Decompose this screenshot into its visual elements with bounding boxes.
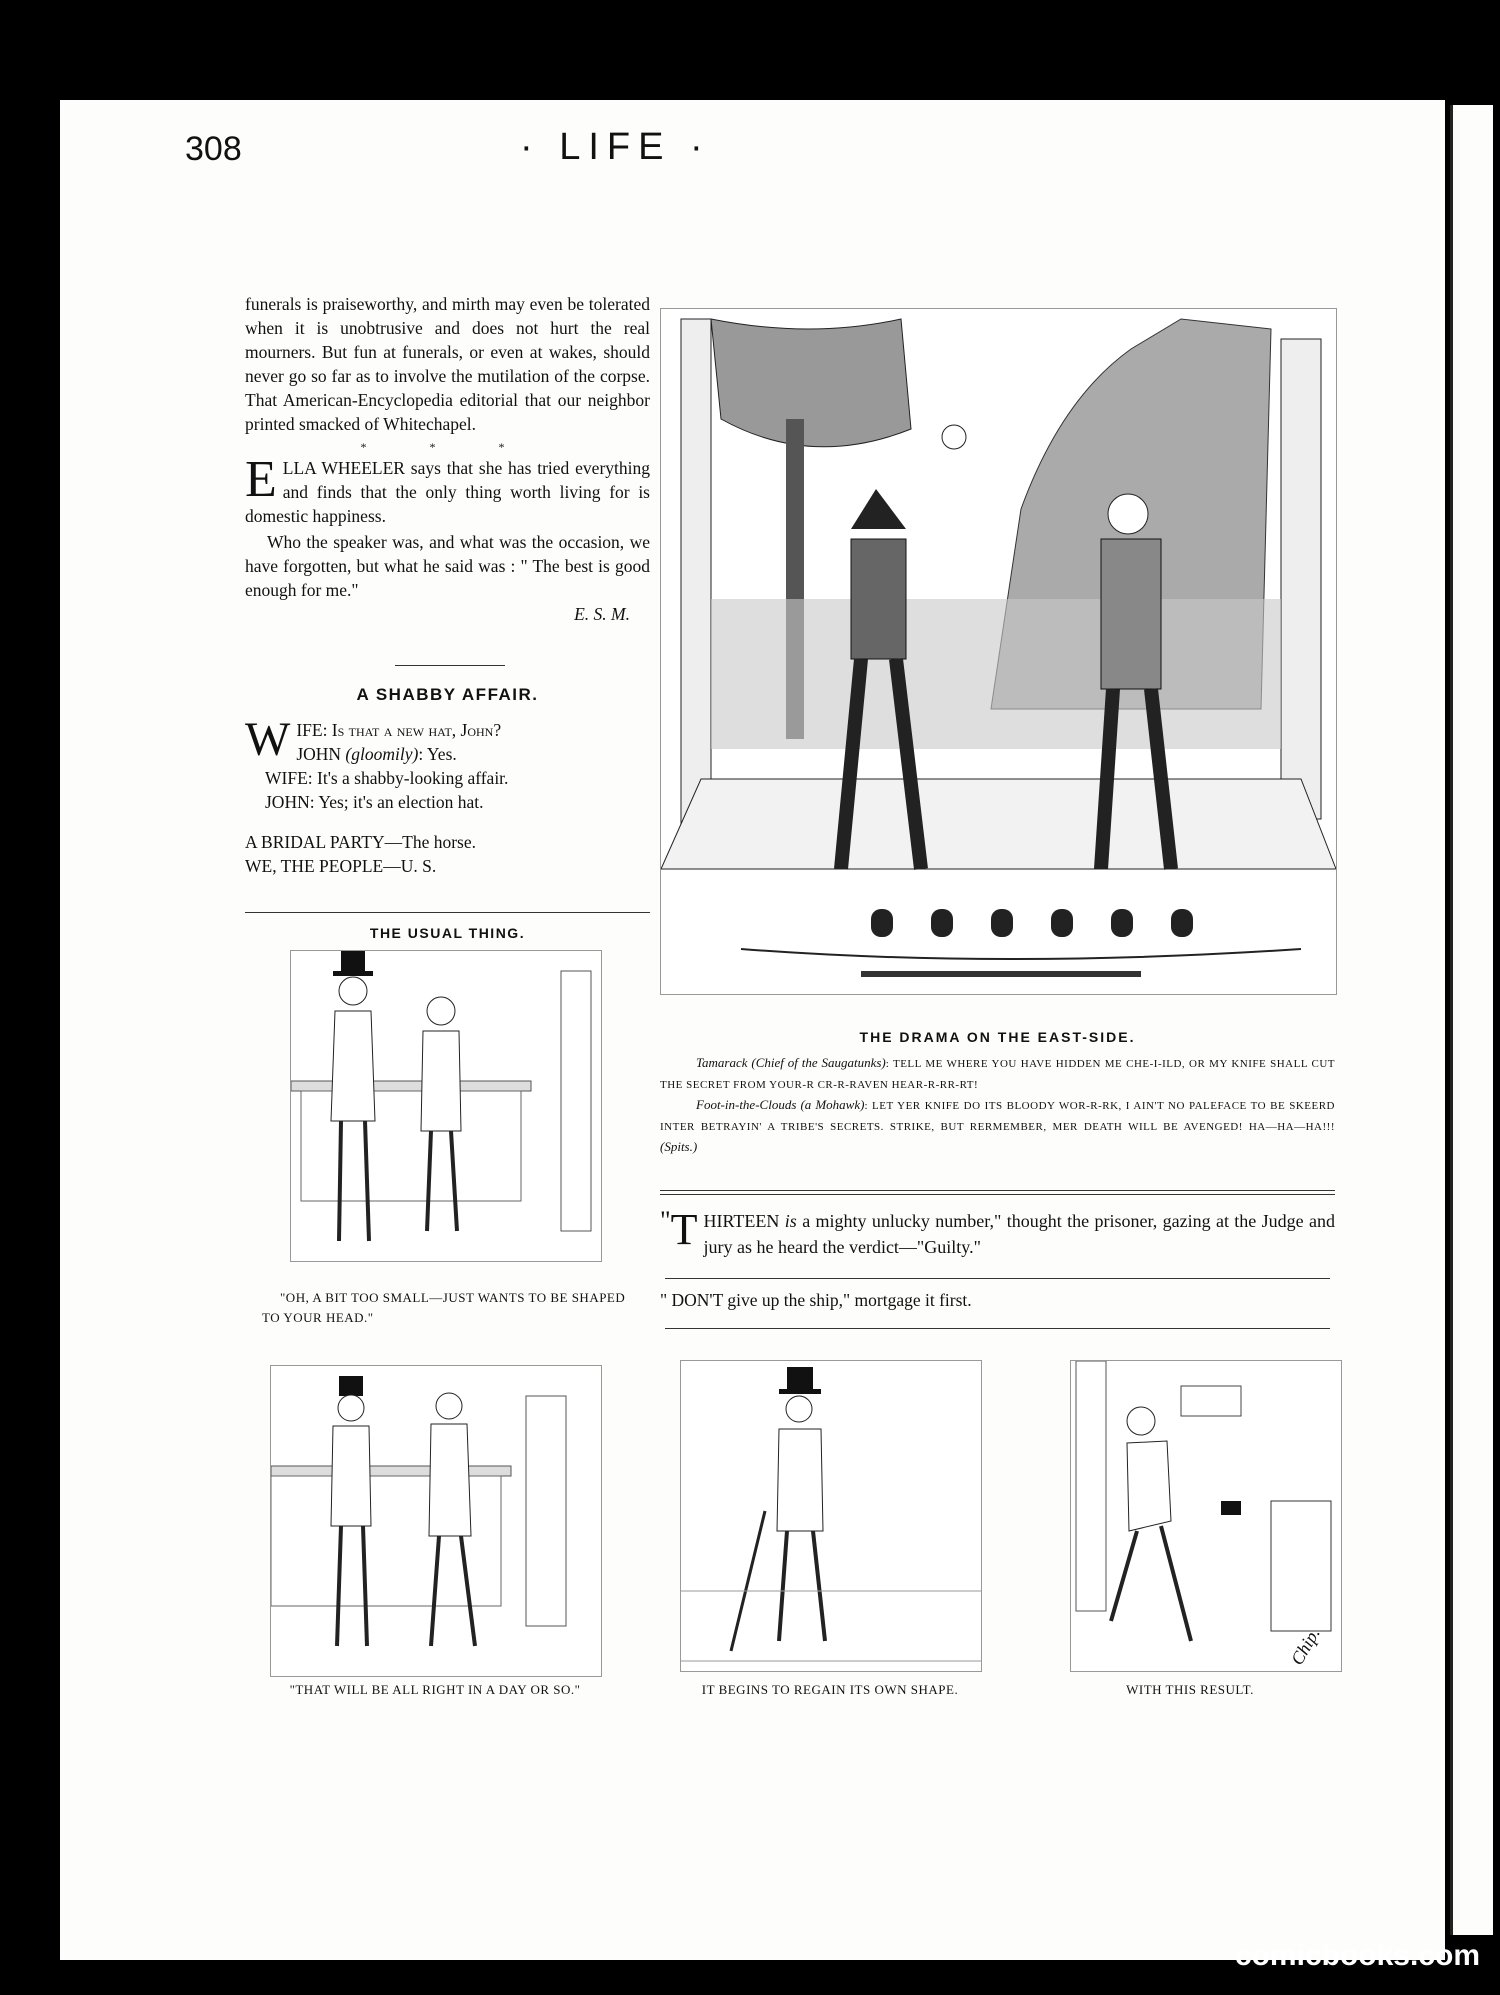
drama-line-1: : TELL ME WHERE YOU HAVE HIDDEN ME CHE-I-ILD, OR MY KNIFE SHALL CUT THE SECRET FROM YOUR-R CR-R-RAVEN HEAR-R-RR-RT!	[660, 1058, 1336, 1091]
surprised-man-illustration	[1071, 1361, 1341, 1671]
ship-line: " DON'T give up the ship," mortgage it first.	[660, 1290, 972, 1310]
left-column	[245, 292, 650, 626]
usual-thing-caption-2: "THAT WILL BE ALL RIGHT IN A DAY OR SO."	[289, 1682, 581, 1697]
bridal-label: A BRIDAL PARTY	[245, 832, 385, 852]
usual-thing-caption-1: "OH, A BIT TOO SMALL—JUST WANTS TO BE SHAPED TO YOUR HEAD."	[262, 1290, 626, 1325]
usual-thing-panel-4	[1070, 1360, 1342, 1672]
shabby-affair-title: A SHABBY AFFAIR.	[356, 685, 539, 704]
shabby-line2: : Yes.	[418, 744, 457, 764]
usual-thing-panel-2	[270, 1365, 602, 1677]
shabby-speaker-john-2: JOHN:	[265, 792, 315, 812]
bridal-text: —The horse.	[384, 832, 476, 852]
shabby-line4: Yes; it's an election hat.	[318, 792, 484, 812]
shabby-dialogue	[245, 713, 650, 878]
shabby-speaker-john: JOHN	[296, 744, 342, 764]
who-paragraph: Who the speaker was, and what was the occasion, we have forgotten, but what he said was : " The best is good enough for me."	[245, 532, 650, 600]
shabby-dropcap: W	[245, 713, 291, 766]
shop-scene-illustration-1	[291, 951, 601, 1261]
ella-paragraph	[245, 451, 650, 528]
drama-speaker-1: Tamarack	[696, 1055, 748, 1070]
ella-text: LLA WHEELER says that she has tried everything and finds that the only thing worth living for is domestic happiness.	[245, 458, 650, 526]
thirteen-word: HIRTEEN	[703, 1211, 780, 1231]
section-stars: * * *	[360, 440, 535, 454]
site-watermark: comicbooks.com	[1234, 1939, 1480, 1972]
shabby-direction: (gloomily)	[345, 744, 419, 764]
drama-speaker-2-role: (a Mohawk)	[800, 1097, 865, 1112]
drama-rule-1	[660, 1190, 1335, 1191]
stage-scene-drawing	[661, 309, 1336, 994]
drama-title: THE DRAMA ON THE EAST-SIDE.	[859, 1029, 1136, 1045]
usual-thing-title: THE USUAL THING.	[369, 925, 526, 941]
artist-signature: Chip.	[1286, 1624, 1324, 1669]
shabby-speaker-wife: WIFE:	[265, 768, 313, 788]
facing-page-edge	[1450, 105, 1493, 1935]
drama-rule-2	[660, 1194, 1335, 1195]
drama-speaker-2: Foot-in-the-Clouds	[696, 1097, 797, 1112]
usual-thing-panel-3	[680, 1360, 982, 1672]
drama-dialogue	[660, 1053, 1335, 1157]
masthead: · LIFE ·	[520, 126, 711, 168]
drama-stage-direction: (Spits.)	[660, 1139, 698, 1154]
usual-thing-caption-4: WITH THIS RESULT.	[1126, 1682, 1254, 1697]
walking-man-illustration	[681, 1361, 981, 1671]
divider	[395, 665, 505, 666]
people-text: —U. S.	[383, 856, 437, 876]
usual-thing-caption-3: IT BEGINS TO REGAIN ITS OWN SHAPE.	[701, 1682, 959, 1697]
shop-scene-illustration-2	[271, 1366, 601, 1676]
shabby-line1: IFE: Is that a new hat, John?	[296, 720, 502, 740]
drama-line-2: : LET YER KNIFE DO ITS BLOODY WOR-R-RK, I AIN'T NO PALEFACE TO BE SKEERD INTER BETRAYIN' A TRIBE'S SECRETS. STRIKE, BUT RERMEMBER, MER DEATH WILL BE AVENGED! HA—HA—HA!!!	[660, 1100, 1336, 1133]
thirteen-dropcap: T	[670, 1205, 698, 1254]
drama-speaker-1-role: (Chief of the Saugatunks)	[751, 1055, 886, 1070]
left-column-rule	[245, 912, 650, 913]
thirteen-is: is	[784, 1211, 797, 1231]
ship-rule	[665, 1328, 1330, 1329]
usual-thing-panel-1	[290, 950, 602, 1262]
drama-illustration	[660, 308, 1337, 995]
ella-dropcap: E	[245, 451, 277, 508]
page-number: 308	[185, 130, 242, 168]
thirteen-quote-open: "	[660, 1206, 671, 1235]
thirteen-text: a mighty unlucky number," thought the prisoner, gazing at the Judge and jury as he heard the verdict—"Guilty."	[703, 1211, 1336, 1257]
people-label: WE, THE PEOPLE	[245, 856, 384, 876]
shabby-line3: It's a shabby-looking affair.	[317, 768, 509, 788]
funerals-paragraph: funerals is praiseworthy, and mirth may even be tolerated when it is unobtrusive and does not hurt the real mourners. But fun at funerals, or even at wakes, should never go so far as to involve the mutilation of the corpse. That American-Encyclopedia editorial that our neighbor printed smacked of Whitechapel.	[245, 294, 650, 434]
thirteen-paragraph	[660, 1205, 1336, 1260]
signature: E. S. M.	[574, 604, 630, 624]
thirteen-rule	[665, 1278, 1330, 1279]
